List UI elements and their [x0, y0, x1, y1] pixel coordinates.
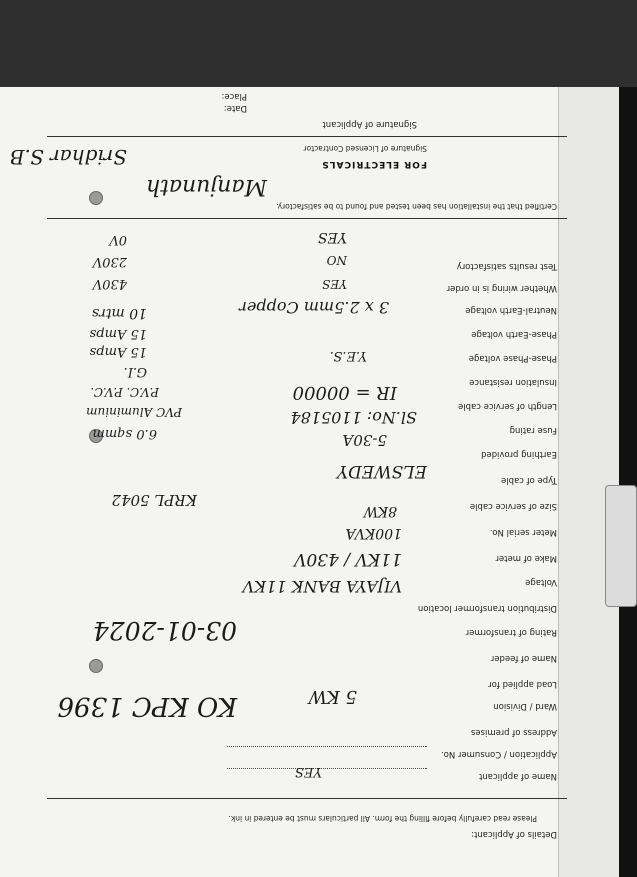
hw-cable-size: 6.0 sqmm: [92, 426, 157, 441]
field-label: Neutral-Earth voltage: [465, 305, 557, 315]
field-label: Test results satisfactory: [456, 261, 557, 271]
hw-0v: 0V: [109, 232, 127, 247]
footer-title: Signature of Applicant: [322, 119, 417, 129]
field-label: Insulation resistance: [469, 377, 557, 387]
hw-consumer-no: KO KPC 1396: [57, 691, 237, 721]
field-label: Application / Consumer No.: [441, 749, 557, 759]
hw-230v: 230V: [92, 254, 127, 269]
divider-bottom: [47, 136, 567, 137]
hw-meter-no: Sl.No: 1105184: [290, 408, 417, 427]
hw-no: NO: [326, 253, 347, 267]
field-label: Name of feeder: [490, 653, 557, 663]
field-label: Name of applicant: [479, 771, 557, 781]
hw-yes-2: YES: [322, 277, 347, 291]
hw-serial: KRPL 5042: [111, 491, 197, 509]
field-label: Ward / Division: [493, 701, 557, 711]
hw-amp: 5-30A: [342, 431, 387, 449]
hw-date: 03-01-2024: [92, 616, 237, 645]
hw-15a-2: 15 Amps: [89, 326, 147, 341]
field-label: Type of cable: [501, 475, 557, 485]
hw-kw: 8KW: [363, 503, 397, 519]
signature-label: Signature of Licensed Contractor: [303, 144, 427, 153]
hw-ys: Y.E.S.: [329, 348, 367, 363]
field-label: Earthing provided: [481, 449, 557, 459]
field-label: Address of premises: [470, 727, 557, 737]
field-label: Meter serial No.: [489, 527, 557, 537]
divider-mid: [47, 218, 567, 219]
field-label: Phase-Phase voltage: [468, 353, 557, 363]
hw-load: 5 KW: [308, 686, 357, 707]
page-border-edge: [619, 87, 637, 877]
field-label: Load applied for: [488, 679, 557, 689]
hw-capacity: 100KVA: [345, 525, 402, 541]
scanner-bed-shadow: [0, 0, 637, 87]
hw-feeder: VIJAYA BANK 11KV: [242, 577, 402, 596]
hw-voltage: 11KV / 430V: [294, 549, 402, 569]
footer-place: Place:: [221, 91, 247, 101]
company-stamp: FOR ELECTRICALS: [321, 159, 427, 169]
hw-signature: Manjunath: [145, 174, 267, 199]
divider-top: [47, 798, 567, 799]
hw-reading: IR = 00000: [292, 382, 397, 403]
section-heading: Details of Applicant:: [471, 829, 557, 839]
field-label: Make of meter: [495, 553, 557, 563]
certification-text: Certified that the installation has been tested and found to be satisfactory.: [276, 202, 557, 211]
field-label: Size of service cable: [469, 501, 557, 511]
hw-cable-type: PVC Aluminium: [86, 405, 182, 419]
field-label: Rating of transformer: [465, 627, 557, 637]
field-label: Whether wiring is in order: [446, 283, 557, 293]
field-label: Fuse rating: [509, 425, 557, 435]
fill-line: [227, 746, 427, 747]
hw-cable: 3 x 2.5mm Copper: [239, 298, 389, 317]
footer-date: Date:: [223, 103, 247, 113]
form-body: [9, 91, 577, 859]
hw-meter-make: ELSWEDY: [336, 461, 427, 481]
note-text: Please read carefully before filling the form. All particulars must be entered in ink.: [228, 814, 537, 823]
binder-clip: [605, 485, 637, 607]
fill-line: [227, 768, 427, 769]
hw-yes-1: YES: [295, 764, 322, 779]
field-label: Phase-Earth voltage: [471, 329, 557, 339]
hw-pvc: P.V.C. P.V.C.: [90, 385, 159, 399]
field-label: Voltage: [525, 577, 557, 587]
hw-earth: G.I.: [123, 364, 147, 379]
hw-430v: 430V: [92, 276, 127, 291]
field-label: Length of service cable: [458, 401, 557, 411]
field-label: Distribution transformer location: [417, 603, 557, 613]
hw-length: 10 mtrs: [91, 305, 147, 321]
hw-15a-1: 15 Amps: [89, 344, 147, 359]
hw-name: Sridhar S.B: [9, 145, 127, 169]
hw-yes-3: YES: [317, 229, 347, 245]
